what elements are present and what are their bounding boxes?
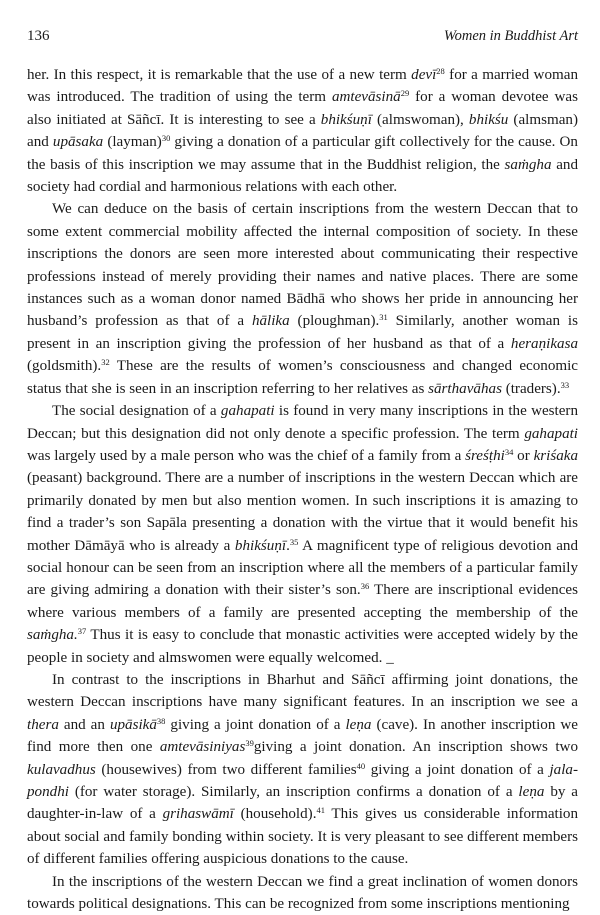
text-run: by a daughter-in-law of a bbox=[27, 784, 579, 823]
italic-term: kriśaka bbox=[533, 447, 578, 464]
running-title: Women in Buddhist Art bbox=[443, 28, 578, 44]
body-text bbox=[27, 64, 578, 915]
text-run: for a married woman was introduced. The tradition of using the term bbox=[27, 67, 578, 106]
footnote-marker: 29 bbox=[400, 88, 410, 99]
footnote-marker: 31 bbox=[379, 312, 388, 323]
italic-term: grihaswāmī bbox=[162, 806, 234, 823]
page-header bbox=[27, 28, 578, 52]
text-run: In the inscriptions of the western Deccan we find a great inclination of women donors towards political designations. This can be recognized from some inscriptions mentioning bbox=[27, 873, 578, 913]
italic-term: leṇa bbox=[518, 784, 545, 800]
text-run: giving a joint donation of a bbox=[165, 716, 346, 733]
italic-term: bhikśu bbox=[468, 111, 509, 128]
italic-term: sārthavāhas bbox=[428, 380, 502, 397]
italic-term: thera bbox=[27, 716, 59, 733]
text-run: (peasant) background. There are a number of inscriptions in the western Deccan which are primarily donated by men but also mention women. In such inscriptions it is amazing to find a trader’s son Sapāla presenting a donation with the virtue that it would benefit his mother Dāmāyā who is already a bbox=[27, 470, 578, 554]
footnote-marker: 35 bbox=[289, 536, 299, 547]
text-run: or bbox=[513, 447, 534, 464]
footnote-marker: 40 bbox=[356, 760, 366, 771]
footnote-marker: 36 bbox=[360, 581, 370, 592]
footnote-marker: 39 bbox=[245, 738, 254, 749]
text-run: In contrast to the inscriptions in Bharhut and Sāñcī affirming joint donations, the western Deccan inscriptions have many significant features. In an inscription we see a bbox=[27, 671, 578, 711]
text-run: (cave). In another inscription we find more then one bbox=[27, 716, 578, 756]
italic-term: śreśṭhi bbox=[465, 447, 505, 464]
footnote-marker: 33 bbox=[560, 379, 570, 390]
body-paragraph bbox=[27, 64, 578, 198]
footnote-marker: 28 bbox=[436, 66, 445, 76]
footnote-marker: 32 bbox=[101, 357, 110, 368]
text-run: giving a joint donation of a bbox=[365, 761, 550, 778]
page-number: 136 bbox=[27, 28, 50, 44]
body-paragraph bbox=[27, 871, 578, 915]
body-paragraph bbox=[27, 400, 578, 669]
italic-term: kulavadhus bbox=[27, 761, 96, 778]
text-run: (almswoman), bbox=[371, 111, 469, 128]
italic-term: gahapati bbox=[524, 425, 578, 442]
italic-term: heraṇikasa bbox=[510, 335, 578, 352]
italic-term: gahapati bbox=[220, 403, 275, 420]
footnote-marker: 38 bbox=[156, 715, 166, 726]
text-run: A magnificent type of religious devotion and social honour can be seen from an inscription where all the members of a particular family are giving admiring a donation with their sister’s son. bbox=[27, 537, 578, 599]
italic-term: devī bbox=[411, 67, 437, 83]
footnote-marker: 37 bbox=[77, 626, 87, 637]
italic-term: jala-pondhi bbox=[27, 761, 578, 800]
text-run: Thus it is easy to conclude that monastic activities were accepted widely by the people in society and almswomen were equally welcomed. _ bbox=[27, 627, 578, 666]
footnote-marker: 30 bbox=[161, 133, 171, 144]
italic-term: bhikśuṇī bbox=[320, 111, 372, 128]
text-run: The social designation of a bbox=[52, 403, 221, 420]
body-paragraph bbox=[27, 669, 578, 871]
text-run: and an bbox=[58, 716, 110, 733]
italic-term: upāsikā bbox=[109, 716, 157, 733]
text-run: (almsman) and bbox=[27, 111, 578, 151]
text-run: (household). bbox=[233, 806, 317, 823]
text-run: (ploughman). bbox=[289, 313, 380, 330]
italic-term: amtevāsiniyas bbox=[159, 739, 246, 756]
footnote-marker: 34 bbox=[504, 446, 514, 457]
italic-term: bhikśuṇī bbox=[234, 537, 287, 554]
text-run: for a woman devotee was also initiated at Sāñcī. It is interesting to see a bbox=[27, 89, 578, 128]
text-run: (goldsmith). bbox=[27, 358, 102, 375]
text-run: (for water storage). Similarly, an inscription confirms a donation of a bbox=[68, 784, 519, 800]
italic-term: upāsaka bbox=[52, 134, 104, 151]
text-run: and society had cordial and harmonious relations with each other. bbox=[27, 156, 578, 196]
italic-term: saṁgha. bbox=[27, 627, 78, 644]
text-run: giving a joint donation. An inscription shows two bbox=[253, 739, 578, 756]
text-run: giving a donation of a particular gift collectively for the cause. On the basis of this inscription we may assume that in the Buddhist religion, the bbox=[27, 134, 578, 173]
text-run: her. In this respect, it is remarkable that the use of a new term bbox=[27, 67, 412, 83]
italic-term: leṇa bbox=[345, 716, 372, 733]
text-run: . bbox=[286, 537, 290, 554]
text-run: (layman) bbox=[103, 134, 162, 151]
body-paragraph bbox=[27, 198, 578, 400]
italic-term: amtevāsinā bbox=[331, 89, 401, 106]
italic-term: saṁgha bbox=[504, 156, 552, 173]
text-run: We can deduce on the basis of certain inscriptions from the western Deccan that to some extent commercial mobility affected the internal composition of society. In these inscriptions the donors are seen more interested about communicating their respective professions instead of merely providing their names and native places. There are some instances such as a woman donor named Bādhā who shows her pride in announcing her husband’s profession as that of a bbox=[27, 201, 578, 330]
text-run: This gives us considerable information about social and family bonding within society. It is very pleasant to see different members of different families offering auspicious donations to the cause. bbox=[27, 806, 578, 868]
footnote-marker: 41 bbox=[316, 805, 325, 816]
text-run: Similarly, another woman is present in an inscription giving the profession of her husband as that of a bbox=[27, 313, 578, 352]
italic-term: hālika bbox=[251, 313, 290, 330]
text-run: is found in very many inscriptions in the western Deccan; but this designation did not only denote a specific profession. The term bbox=[27, 403, 579, 442]
text-run: (traders). bbox=[501, 380, 561, 397]
text-run: (housewives) from two different families bbox=[95, 761, 357, 778]
text-run: These are the results of women’s consciousness and changed economic status that she is seen in an inscription referring to her relatives as bbox=[27, 358, 578, 397]
text-run: was largely used by a male person who was the chief of a family from a bbox=[27, 447, 466, 464]
text-run: There are inscriptional evidences where various members of a family are presented accepting the membership of the bbox=[27, 582, 578, 621]
